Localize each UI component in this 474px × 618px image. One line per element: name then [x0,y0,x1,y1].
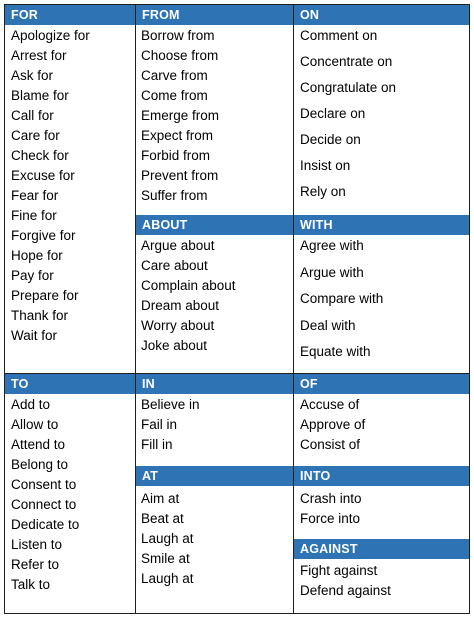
list-item: Care about [141,258,208,273]
list-item: Refer to [11,557,60,572]
list-from [141,26,219,206]
list-item: Arrest for [11,48,67,63]
list-item: Fail in [141,417,178,432]
list-item: Compare with [300,291,384,306]
list-item: Apologize for [11,28,90,43]
list-item: Carve from [141,68,208,83]
list-item: Decide on [300,132,361,147]
list-item: Add to [11,397,51,412]
list-against [300,561,391,601]
list-item: Dedicate to [11,517,80,532]
list-item: Emerge from [141,108,220,123]
header-for: FOR [5,5,135,25]
list-item: Argue about [141,238,215,253]
list-item: Approve of [300,417,366,432]
list-item: Fight against [300,563,378,578]
list-item: Force into [300,511,361,526]
column-divider [135,4,136,614]
list-item: Aim at [141,491,180,506]
header-in: IN [136,374,293,394]
list-item: Ask for [11,68,54,83]
list-item: Smile at [141,551,190,566]
list-item: Insist on [300,158,351,173]
header-to: TO [5,374,135,394]
header-of: OF [294,374,469,394]
list-item: Listen to [11,537,63,552]
list-item: Call for [11,108,54,123]
list-item: Declare on [300,106,366,121]
header-against: AGAINST [294,539,469,559]
list-item: Expect from [141,128,214,143]
list-item: Argue with [300,264,364,280]
list-in [141,395,200,455]
list-item: Comment on [300,28,378,43]
header-with: WITH [294,215,469,235]
list-item: Deal with [300,317,356,333]
list-item: Congratulate on [300,80,397,95]
list-item: Laugh at [141,531,194,546]
list-item: Borrow from [141,28,215,43]
list-item: Connect to [11,497,77,512]
list-item: Beat at [141,511,184,526]
list-item: Suffer from [141,188,208,203]
list-to [11,395,79,595]
list-item: Rely on [300,184,346,199]
list-item: Talk to [11,577,51,592]
list-item: Prevent from [141,168,219,183]
list-item: Attend to [11,437,66,452]
list-item: Fear for [11,188,59,203]
list-item: Equate with [300,344,371,359]
list-item: Check for [11,148,69,163]
list-about [141,236,236,356]
list-item: Laugh at [141,571,194,586]
list-item: Concentrate on [300,54,393,69]
list-item: Worry about [141,318,215,333]
list-item: Pay for [11,268,54,283]
list-item: Believe in [141,397,200,412]
list-for [11,26,90,346]
list-item: Allow to [11,417,59,432]
list-item: Choose from [141,48,219,63]
column-divider [293,4,294,614]
header-about: ABOUT [136,215,293,235]
list-item: Joke about [141,338,208,353]
list-item: Forgive for [11,228,76,243]
list-item: Excuse for [11,168,75,183]
list-item: Thank for [11,308,69,323]
list-item: Agree with [300,238,364,253]
header-into: INTO [294,466,469,486]
header-at: AT [136,466,293,486]
list-item: Prepare for [11,288,79,303]
list-item: Dream about [141,298,220,313]
header-from: FROM [136,5,293,25]
header-on: ON [294,5,469,25]
list-item: Defend against [300,583,391,598]
list-item: Care for [11,128,60,143]
list-on [300,23,396,205]
list-item: Consist of [300,437,361,452]
list-item: Fine for [11,208,57,223]
list-item: Complain about [141,278,236,293]
list-item: Fill in [141,437,173,452]
list-item: Forbid from [141,148,211,163]
list-item: Wait for [11,328,58,343]
list-with [300,233,383,366]
list-item: Accuse of [300,397,360,412]
list-at [141,489,194,589]
list-item: Come from [141,88,208,103]
list-item: Crash into [300,491,362,506]
list-item: Belong to [11,457,69,472]
list-item: Hope for [11,248,63,263]
list-into [300,489,362,529]
list-of [300,395,365,455]
list-item: Blame for [11,88,69,103]
list-item: Consent to [11,477,77,492]
